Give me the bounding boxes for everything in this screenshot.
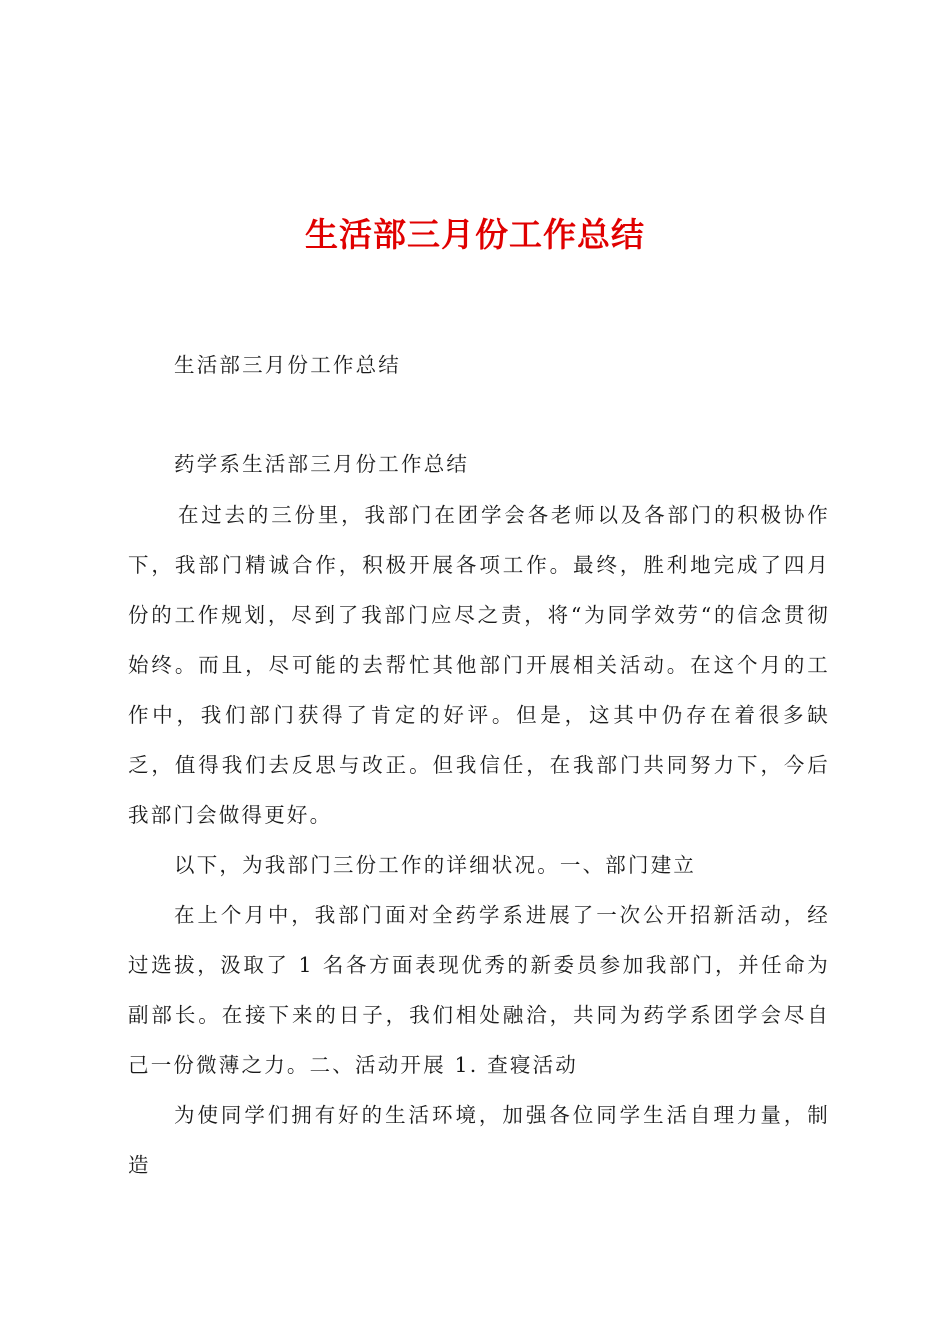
document-body bbox=[128, 490, 830, 1190]
paragraph: 为使同学们拥有好的生活环境，加强各位同学生活自理力量，制造 bbox=[128, 1103, 830, 1177]
document-title: 生活部三月份工作总结 bbox=[305, 215, 645, 254]
department-heading-text: 药学系生活部三月份工作总结 bbox=[174, 452, 470, 476]
paragraph: 在过去的三份里，我部门在团学会各老师以及各部门的积极协作下，我部门精诚合作，积极开展各项工作。最终，胜利地完成了四月份的工作规划，尽到了我部门应尽之责，将“为同学效劳“的信念贯彻始终。而且，尽可能的去帮忙其他部门开展相关活动。在这个月的工作中，我们部门获得了肯定的好评。但是，这其中仍存在着很多缺乏，值得我们去反思与改正。但我信任，在我部门共同努力下，今后我部门会做得更好。 bbox=[128, 503, 830, 827]
subtitle-line bbox=[128, 345, 830, 385]
subtitle-text: 生活部三月份工作总结 bbox=[174, 353, 401, 377]
paragraph: 以下，为我部门三份工作的详细状况。一、部门建立 bbox=[174, 853, 697, 877]
paragraph: 在上个月中，我部门面对全药学系进展了一次公开招新活动，经过选拔，汲取了 1 名各方面表现优秀的新委员参加我部门，并任命为副部长。在接下来的日子，我们相处融洽，共同为药学系团学会尽自己一份微薄之力。二、活动开展 1. 查寝活动 bbox=[128, 903, 830, 1077]
department-heading bbox=[128, 444, 830, 484]
